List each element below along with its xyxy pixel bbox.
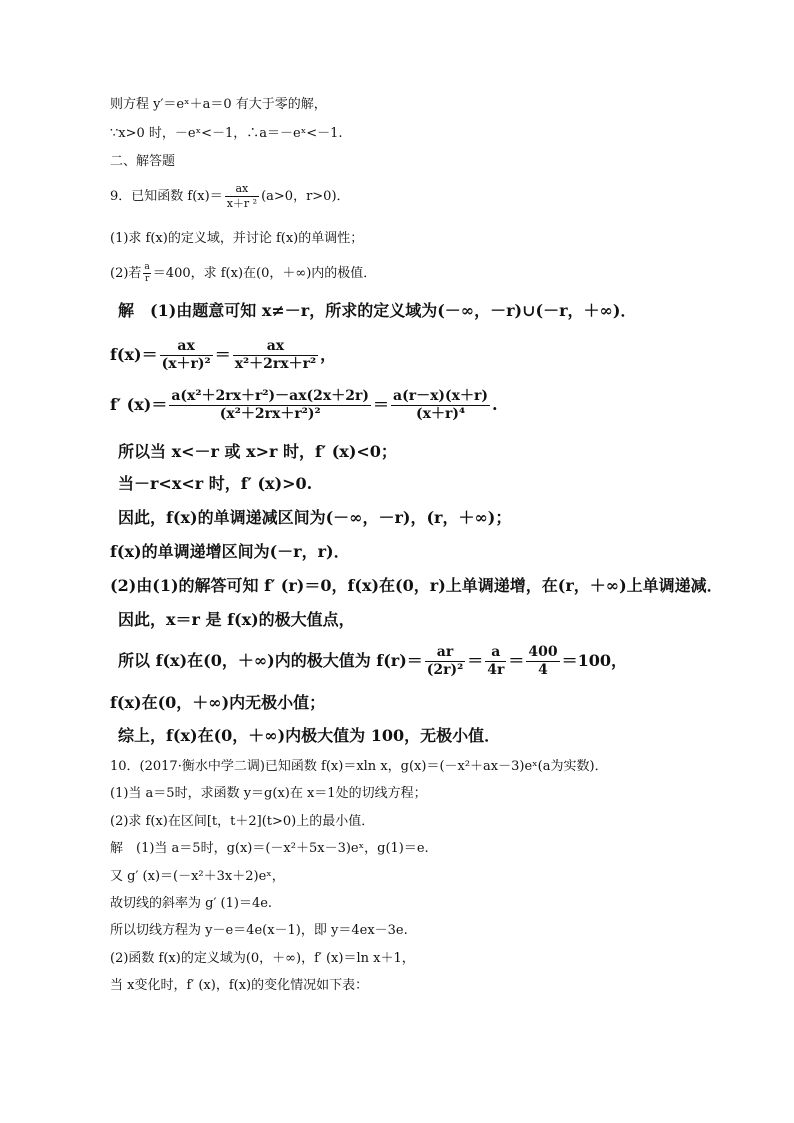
text-fragment: ＝ <box>373 395 390 414</box>
fraction-denominator: 4r <box>487 662 505 678</box>
fraction-numerator: ar <box>425 644 466 662</box>
fraction-numerator: a <box>485 644 506 662</box>
fraction-denominator: (x＋r)² <box>161 356 211 372</box>
text-fragment: f(x)＝ <box>110 345 158 364</box>
text-line: 又 g′ (x)＝(－x²＋3x＋2)eˣ， <box>110 869 285 884</box>
fraction <box>425 644 466 679</box>
fraction <box>233 338 318 373</box>
text-fragment: ＝ <box>467 651 484 670</box>
solution-line: (2)由(1)的解答可知 f′ (r)＝0，f(x)在(0，r)上单调递增，在(r，＋∞)上单调递减． <box>110 576 723 595</box>
solution-line: 当－r<x<r 时，f′ (x)>0. <box>118 474 313 493</box>
fraction-numerator: 400 <box>528 644 558 660</box>
fraction <box>526 644 559 679</box>
fraction-denominator: 4 <box>538 662 548 678</box>
fraction-denominator: (x²＋2rx＋r²)² <box>219 406 321 422</box>
text-fragment: ＝ <box>508 651 525 670</box>
problem-10-statement: 10．(2017·衡水中学二调)已知函数 f(x)＝xln x，g(x)＝(－x²＋ax－3)eˣ(a为实数)． <box>110 759 608 774</box>
text-line: 解 (1)当 a＝5时，g(x)＝(－x²＋5x－3)eˣ，g(1)＝e. <box>110 841 429 856</box>
formula-line <box>118 644 627 679</box>
text-fragment: ＝ <box>214 345 231 364</box>
solution-line: 所以当 x<－r 或 x>r 时，f′ (x)<0； <box>118 442 397 461</box>
text-line: 所以切线方程为 y－e＝4e(x－1)，即 y＝4ex－3e. <box>110 923 408 938</box>
fraction-numerator: a(x²＋2rx＋r²)－ax(2x＋2r) <box>171 388 369 404</box>
text-line: (2)函数 f(x)的定义域为(0，＋∞)，f′ (x)＝ln x＋1， <box>110 951 415 966</box>
text-fragment: . <box>492 395 498 414</box>
solution-line: 因此，x＝r 是 f(x)的极大值点， <box>118 610 355 629</box>
formula-line <box>110 388 498 423</box>
fraction-denominator: x²＋2rx＋r² <box>234 356 317 372</box>
text-fragment: ， <box>320 345 337 364</box>
text-fragment: ＝400，求 f(x)在(0，＋∞)内的极值． <box>152 266 377 281</box>
fraction <box>485 644 506 679</box>
fraction-numerator: a(r－x)(x＋r) <box>393 388 489 404</box>
fraction-denominator: r <box>144 274 150 284</box>
fraction <box>225 182 259 211</box>
text-fragment: ＝100， <box>561 651 628 670</box>
fraction-denominator: (2r)² <box>426 662 464 678</box>
text-fragment: f′ (x)＝ <box>110 395 168 414</box>
text-line: (2)求 f(x)在区间[t，t＋2](t>0)上的最小值． <box>110 814 375 829</box>
text-line: (1)当 a＝5时，求函数 y＝g(x)在 x＝1处的切线方程； <box>110 786 427 801</box>
solution-line: f(x)在(0，＋∞)内无极小值； <box>110 693 326 712</box>
text-line: 故切线的斜率为 g′ (1)＝4e. <box>110 896 273 911</box>
text-line: 则方程 y′＝eˣ＋a＝0 有大于零的解， <box>110 97 327 112</box>
solution-line: 因此，f(x)的单调递减区间为(－∞，－r)，(r，＋∞)； <box>118 508 512 527</box>
text-line: ∵x>0 时，－eˣ<－1，∴a＝－eˣ<－1. <box>110 126 343 141</box>
text-line: 当 x变化时，f′ (x)，f(x)的变化情况如下表： <box>110 978 369 993</box>
solution-line: 解 (1)由题意可知 x≠－r，所求的定义域为(－∞，－r)∪(－r，＋∞)． <box>118 301 637 320</box>
fraction-denominator: (x＋r)⁴ <box>415 406 466 422</box>
fraction <box>143 262 150 285</box>
fraction-numerator: ax <box>233 338 318 356</box>
text-fragment: 所以 f(x)在(0，＋∞)内的极大值为 f(r)＝ <box>118 651 423 670</box>
text-line: (1)求 f(x)的定义域，并讨论 f(x)的单调性； <box>110 231 364 246</box>
problem-9-statement <box>110 182 350 211</box>
text-fragment: (a>0，r>0)． <box>261 189 350 204</box>
fraction <box>160 338 213 373</box>
fraction-numerator: ax <box>225 182 259 197</box>
solution-line: f(x)的单调递增区间为(－r，r)． <box>110 542 350 561</box>
fraction-numerator: a <box>144 262 150 272</box>
section-heading: 二、解答题 <box>110 154 176 169</box>
formula-line <box>110 338 336 373</box>
fraction <box>391 388 490 423</box>
solution-line: 综上，f(x)在(0，＋∞)内极大值为 100，无极小值． <box>118 726 501 745</box>
fraction-denominator: x＋r ² <box>226 197 258 210</box>
problem-9-part-2 <box>110 262 376 285</box>
text-fragment: (2)若 <box>110 266 142 281</box>
fraction <box>169 388 371 423</box>
fraction-numerator: ax <box>160 338 213 356</box>
text-fragment: 9．已知函数 f(x)＝ <box>110 189 223 204</box>
